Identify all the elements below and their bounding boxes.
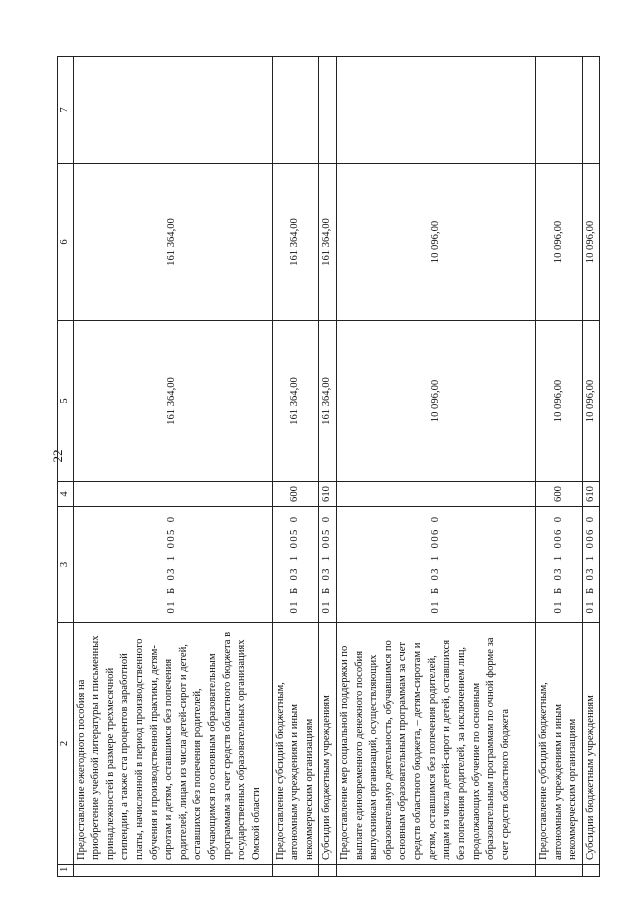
table-row	[582, 57, 600, 877]
row-index-cell	[319, 865, 337, 877]
row-type-cell: 600	[272, 482, 319, 507]
row-name-cell: Предоставление ежегодного пособия на приобретение учебной литературы и письменных принадлежностей в размере трехмесячной стипендии, а также ста процентов заработной платы, начисленной в период производственного обучения и производственной практики, детям-сиротам и детям, оставшимся без попечения родителей, лицам из числа детей-сирот и детей, оставшихся без попечения родителей, обучающимся по основным образовательным программам за счет средств областного бюджета в государственных образовательных организациях Омской области	[73, 623, 272, 865]
row-amount-cell: 161 364,00	[272, 321, 319, 482]
table-row	[337, 57, 536, 877]
row-type-cell	[337, 482, 536, 507]
header-col-6: 6	[58, 164, 74, 321]
row-amount-cell: 10 096,00	[536, 321, 583, 482]
row-name-cell: Субсидии бюджетным учреждениям	[582, 623, 600, 865]
row-amount-cell: 10 096,00	[536, 164, 583, 321]
table-row	[272, 57, 319, 877]
row-empty-cell	[272, 57, 319, 164]
row-code-cell: 01 Б 03 1 006 0	[536, 507, 583, 623]
row-code-cell: 01 Б 03 1 006 0	[337, 507, 536, 623]
table-row	[73, 57, 272, 877]
row-amount-cell: 10 096,00	[582, 321, 600, 482]
row-amount-cell: 161 364,00	[73, 321, 272, 482]
table-row	[319, 57, 337, 877]
row-index-cell	[272, 865, 319, 877]
header-col-1: 1	[58, 865, 74, 877]
row-name-cell: Предоставление мер социальной поддержки по выплате единовременного денежного пособия выпускникам организаций, осуществляющих образовательную деятельность, обучавшимся по основным образовательным программам за счет средств областного бюджета, – детям-сиротам и детям, оставшимся без попечения родителей, лицам из числа детей-сирот и детей, оставшихся без попечения родителей, за исключением лиц, продолжающих обучение по основным образовательным программам по очной форме за счет средств областного бюджета	[337, 623, 536, 865]
row-code-cell: 01 Б 03 1 005 0	[319, 507, 337, 623]
row-name-cell: Предоставление субсидий бюджетным, автономным учреждениям и иным некоммерческим организациям	[536, 623, 583, 865]
row-type-cell: 610	[319, 482, 337, 507]
row-name-cell: Субсидии бюджетным учреждениям	[319, 623, 337, 865]
row-amount-cell: 161 364,00	[73, 164, 272, 321]
header-col-5: 5	[58, 321, 74, 482]
header-col-3: 3	[58, 507, 74, 623]
row-index-cell	[73, 865, 272, 877]
row-empty-cell	[337, 57, 536, 164]
table-row	[536, 57, 583, 877]
row-type-cell: 600	[536, 482, 583, 507]
page-number: 22	[50, 449, 65, 463]
row-type-cell: 610	[582, 482, 600, 507]
row-index-cell	[536, 865, 583, 877]
budget-table-container	[57, 57, 596, 877]
row-amount-cell: 10 096,00	[582, 164, 600, 321]
header-col-2: 2	[58, 623, 74, 865]
row-type-cell	[73, 482, 272, 507]
row-code-cell: 01 Б 03 1 006 0	[582, 507, 600, 623]
row-code-cell: 01 Б 03 1 005 0	[272, 507, 319, 623]
row-empty-cell	[319, 57, 337, 164]
header-col-4: 4	[58, 482, 74, 507]
row-code-cell: 01 Б 03 1 005 0	[73, 507, 272, 623]
row-empty-cell	[582, 57, 600, 164]
header-col-7: 7	[58, 57, 74, 164]
row-amount-cell: 10 096,00	[337, 164, 536, 321]
row-amount-cell: 10 096,00	[337, 321, 536, 482]
row-amount-cell: 161 364,00	[319, 164, 337, 321]
header-row	[58, 57, 74, 877]
row-amount-cell: 161 364,00	[319, 321, 337, 482]
row-empty-cell	[536, 57, 583, 164]
budget-table	[57, 56, 600, 877]
row-index-cell	[582, 865, 600, 877]
row-name-cell: Предоставление субсидий бюджетным, автономным учреждениям и иным некоммерческим организациям	[272, 623, 319, 865]
row-amount-cell: 161 364,00	[272, 164, 319, 321]
row-index-cell	[337, 865, 536, 877]
row-empty-cell	[73, 57, 272, 164]
